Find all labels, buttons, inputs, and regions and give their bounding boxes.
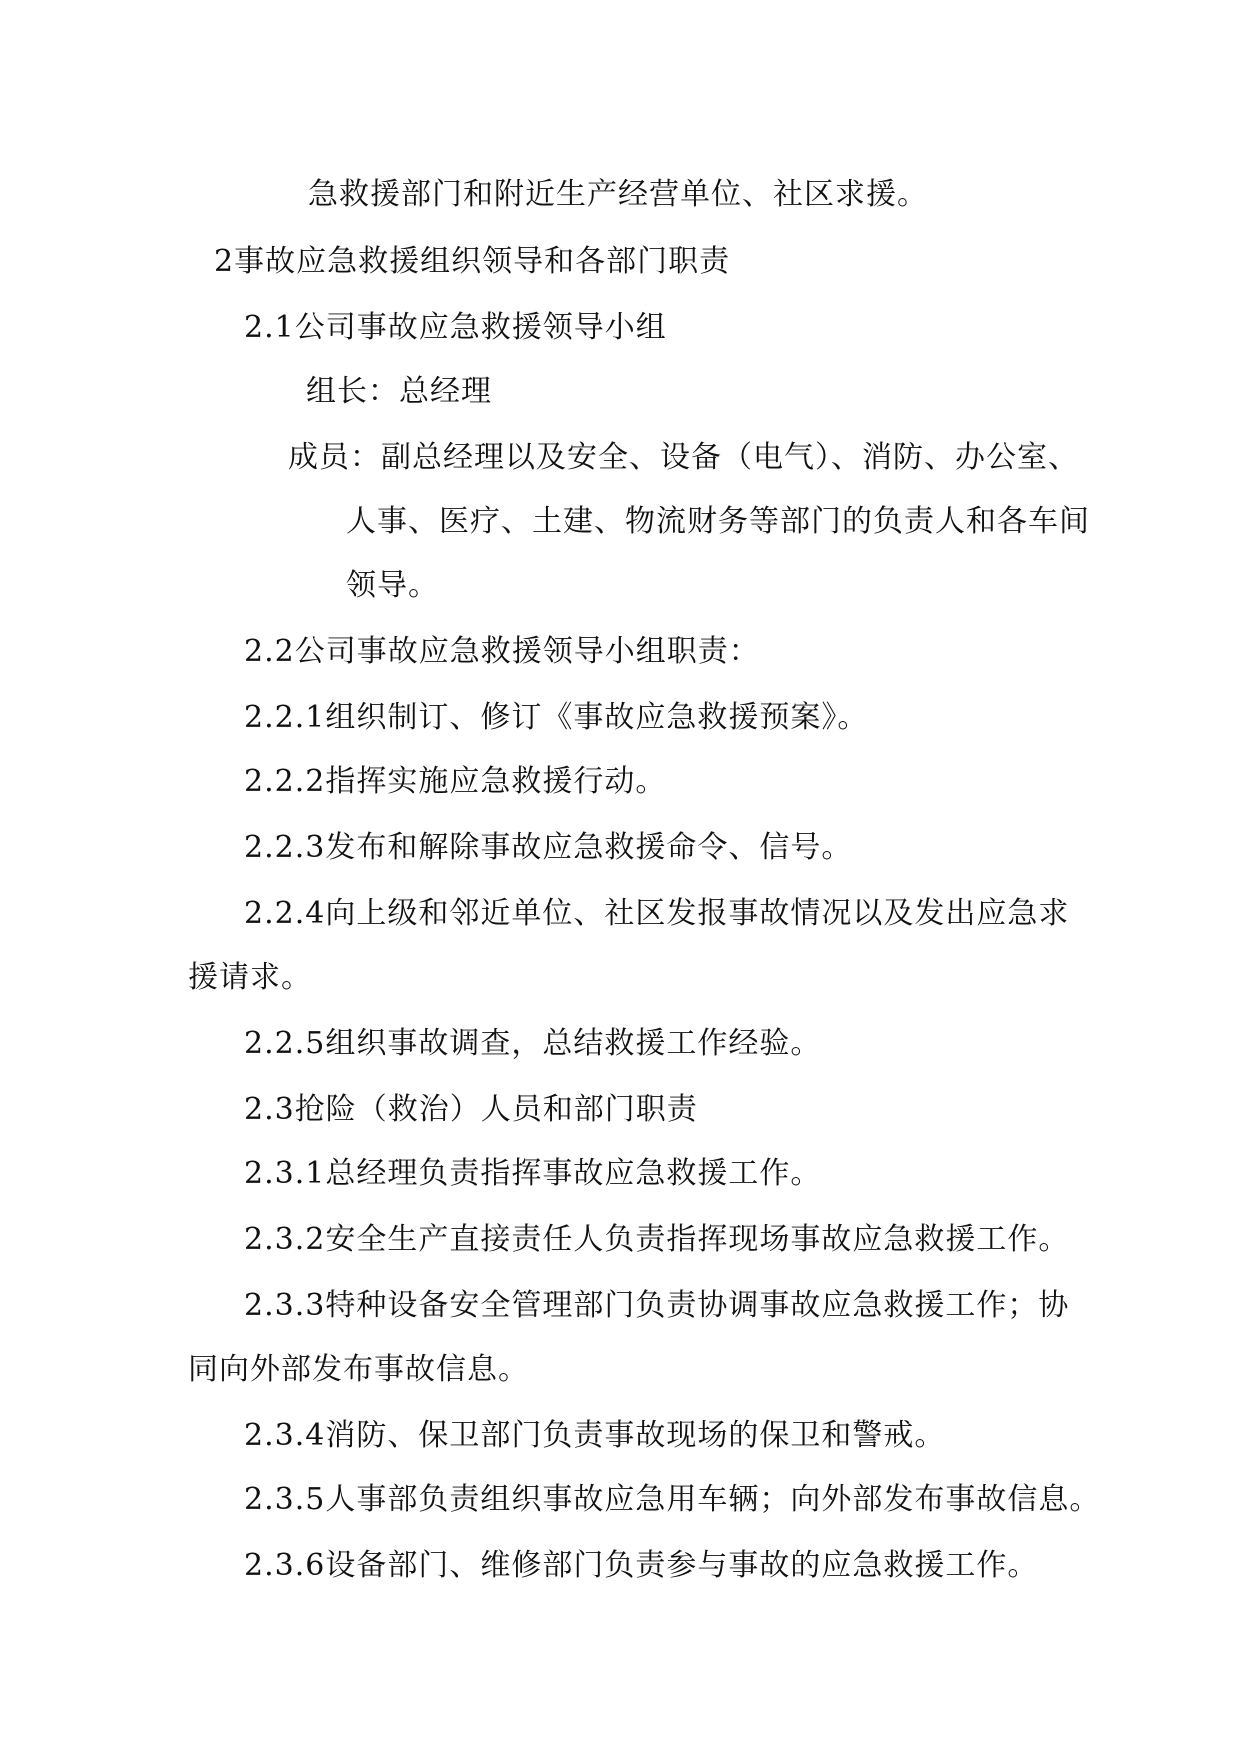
list-item: 2.2.5组织事故调查，总结救援工作经验。	[244, 1026, 822, 1061]
text-line: 成员：副总经理以及安全、设备（电气）、消防、办公室、	[288, 440, 1079, 475]
list-item: 2.3.6设备部门、维修部门负责参与事故的应急救援工作。	[244, 1548, 1039, 1583]
list-item: 2.2.2指挥实施应急救援行动。	[244, 764, 667, 799]
list-item: 2.2.1组织制订、修订《事故应急救援预案》。	[244, 700, 869, 735]
list-item: 2.3.5人事部负责组织事故应急用车辆；向外部发布事故信息。	[244, 1482, 1101, 1517]
text-line: 同向外部发布事故信息。	[188, 1352, 529, 1387]
subsection-heading: 2.2公司事故应急救援领导小组职责：	[244, 634, 760, 669]
text-line: 人事、医疗、土建、物流财务等部门的负责人和各车间	[346, 504, 1090, 539]
text-line: 援请求。	[188, 960, 312, 995]
subsection-heading: 2.1公司事故应急救援领导小组	[244, 310, 667, 345]
text-line: 领导。	[346, 568, 439, 603]
list-item: 2.3.3特种设备安全管理部门负责协调事故应急救援工作；协	[244, 1288, 1070, 1323]
text-line: 急救援部门和附近生产经营单位、社区求援。	[308, 177, 928, 212]
text-line: 组长：总经理	[306, 374, 492, 409]
subsection-heading: 2.3抢险（救治）人员和部门职责	[244, 1092, 698, 1127]
section-heading: 2事故应急救援组织领导和各部门职责	[214, 244, 731, 279]
list-item: 2.2.3发布和解除事故应急救援命令、信号。	[244, 830, 853, 865]
list-item: 2.3.2安全生产直接责任人负责指挥现场事故应急救援工作。	[244, 1222, 1070, 1257]
list-item: 2.3.1总经理负责指挥事故应急救援工作。	[244, 1156, 822, 1191]
list-item: 2.3.4消防、保卫部门负责事故现场的保卫和警戒。	[244, 1418, 946, 1453]
list-item: 2.2.4向上级和邻近单位、社区发报事故情况以及发出应急求	[244, 896, 1070, 931]
